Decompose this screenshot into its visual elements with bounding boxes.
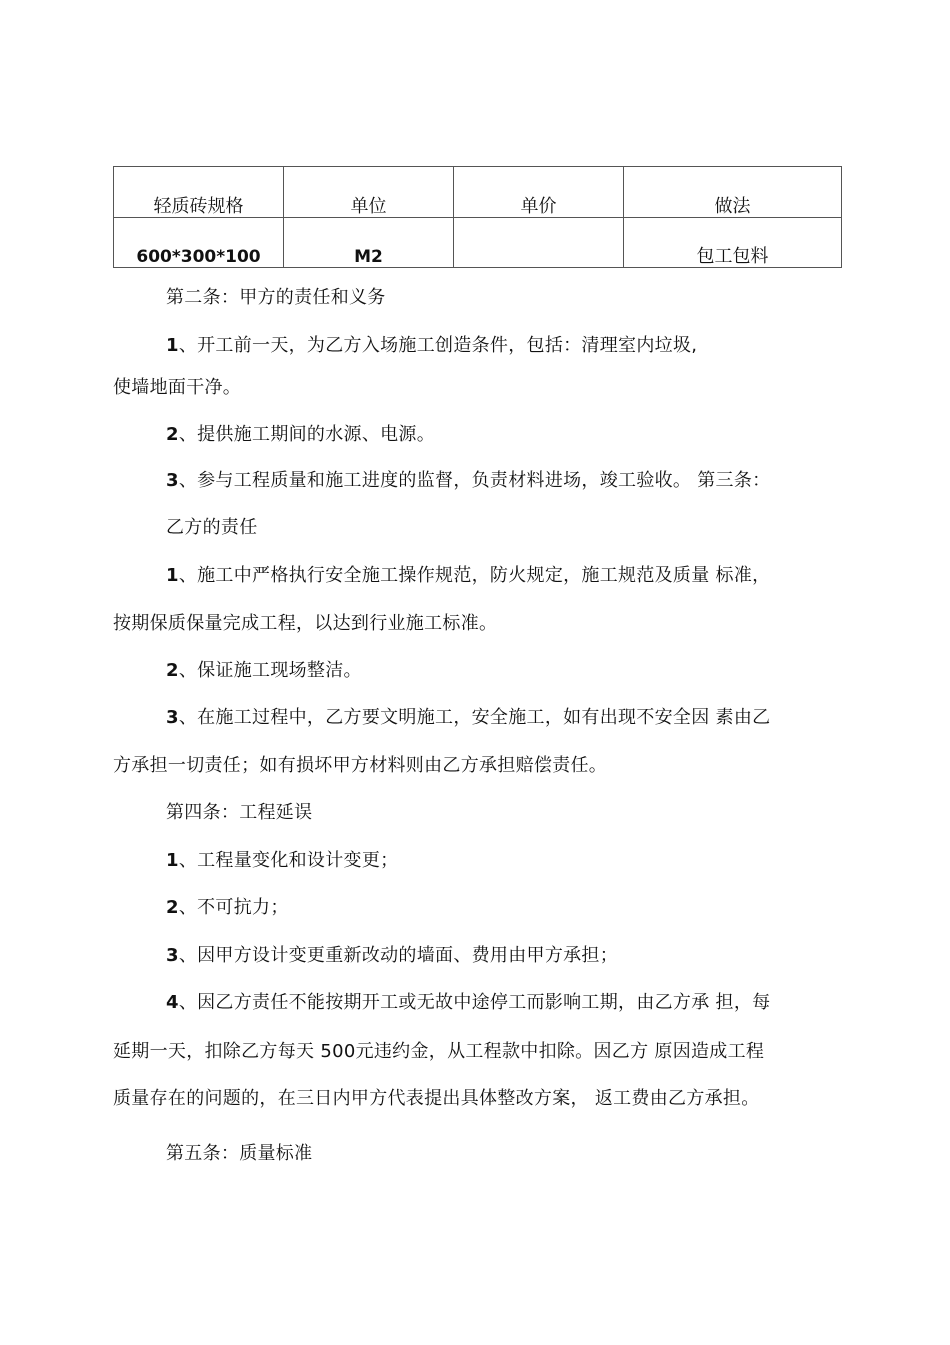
table-cell-price [454,218,624,268]
table-header-cell: 单价 [454,167,624,218]
paragraph-line: 质量存在的问题的，在三日内甲方代表提出具体整改方案， 返工费由乙方承担。 [113,1088,760,1109]
table-cell-unit: M2 [284,218,454,268]
paragraph-line: 3、在施工过程中，乙方要文明施工，安全施工，如有出现不安全因 素由乙 [166,707,771,728]
section-heading: 第二条：甲方的责任和义务 [166,287,386,308]
section-heading: 乙方的责任 [166,517,258,538]
section-heading: 第五条：质量标准 [166,1143,313,1164]
paragraph-line: 按期保质保量完成工程，以达到行业施工标准。 [113,613,498,634]
section-heading: 第四条：工程延误 [166,802,313,823]
paragraph-line: 2、保证施工现场整洁。 [166,660,362,681]
paragraph-line: 方承担一切责任；如有损坏甲方材料则由乙方承担赔偿责任。 [113,755,608,776]
table-header-row [114,167,842,218]
table-cell-method: 包工包料 [624,218,842,268]
spec-table [113,166,842,268]
table-row [114,218,842,268]
paragraph-line: 使墙地面干净。 [113,377,242,398]
paragraph-line: 1、开工前一天，为乙方入场施工创造条件，包括：清理室内垃圾, [166,335,698,356]
paragraph-line: 延期一天，扣除乙方每天 500元违约金，从工程款中扣除。因乙方 原因造成工程 [113,1041,765,1062]
paragraph-line: 4、因乙方责任不能按期开工或无故中途停工而影响工期，由乙方承 担，每 [166,992,771,1013]
paragraph-line: 3、参与工程质量和施工进度的监督，负责材料进场，竣工验收。 第三条： [166,470,771,491]
paragraph-line: 2、提供施工期间的水源、电源。 [166,424,436,445]
table-header-cell: 轻质砖规格 [114,167,284,218]
table-header-cell: 做法 [624,167,842,218]
table-header-cell: 单位 [284,167,454,218]
paragraph-line: 2、不可抗力； [166,897,289,918]
paragraph-line: 3、因甲方设计变更重新改动的墙面、费用由甲方承担； [166,945,619,966]
paragraph-line: 1、工程量变化和设计变更； [166,850,399,871]
table-cell-spec: 600*300*100 [114,218,284,268]
paragraph-line: 1、施工中严格执行安全施工操作规范，防火规定，施工规范及质量 标准， [166,565,771,586]
